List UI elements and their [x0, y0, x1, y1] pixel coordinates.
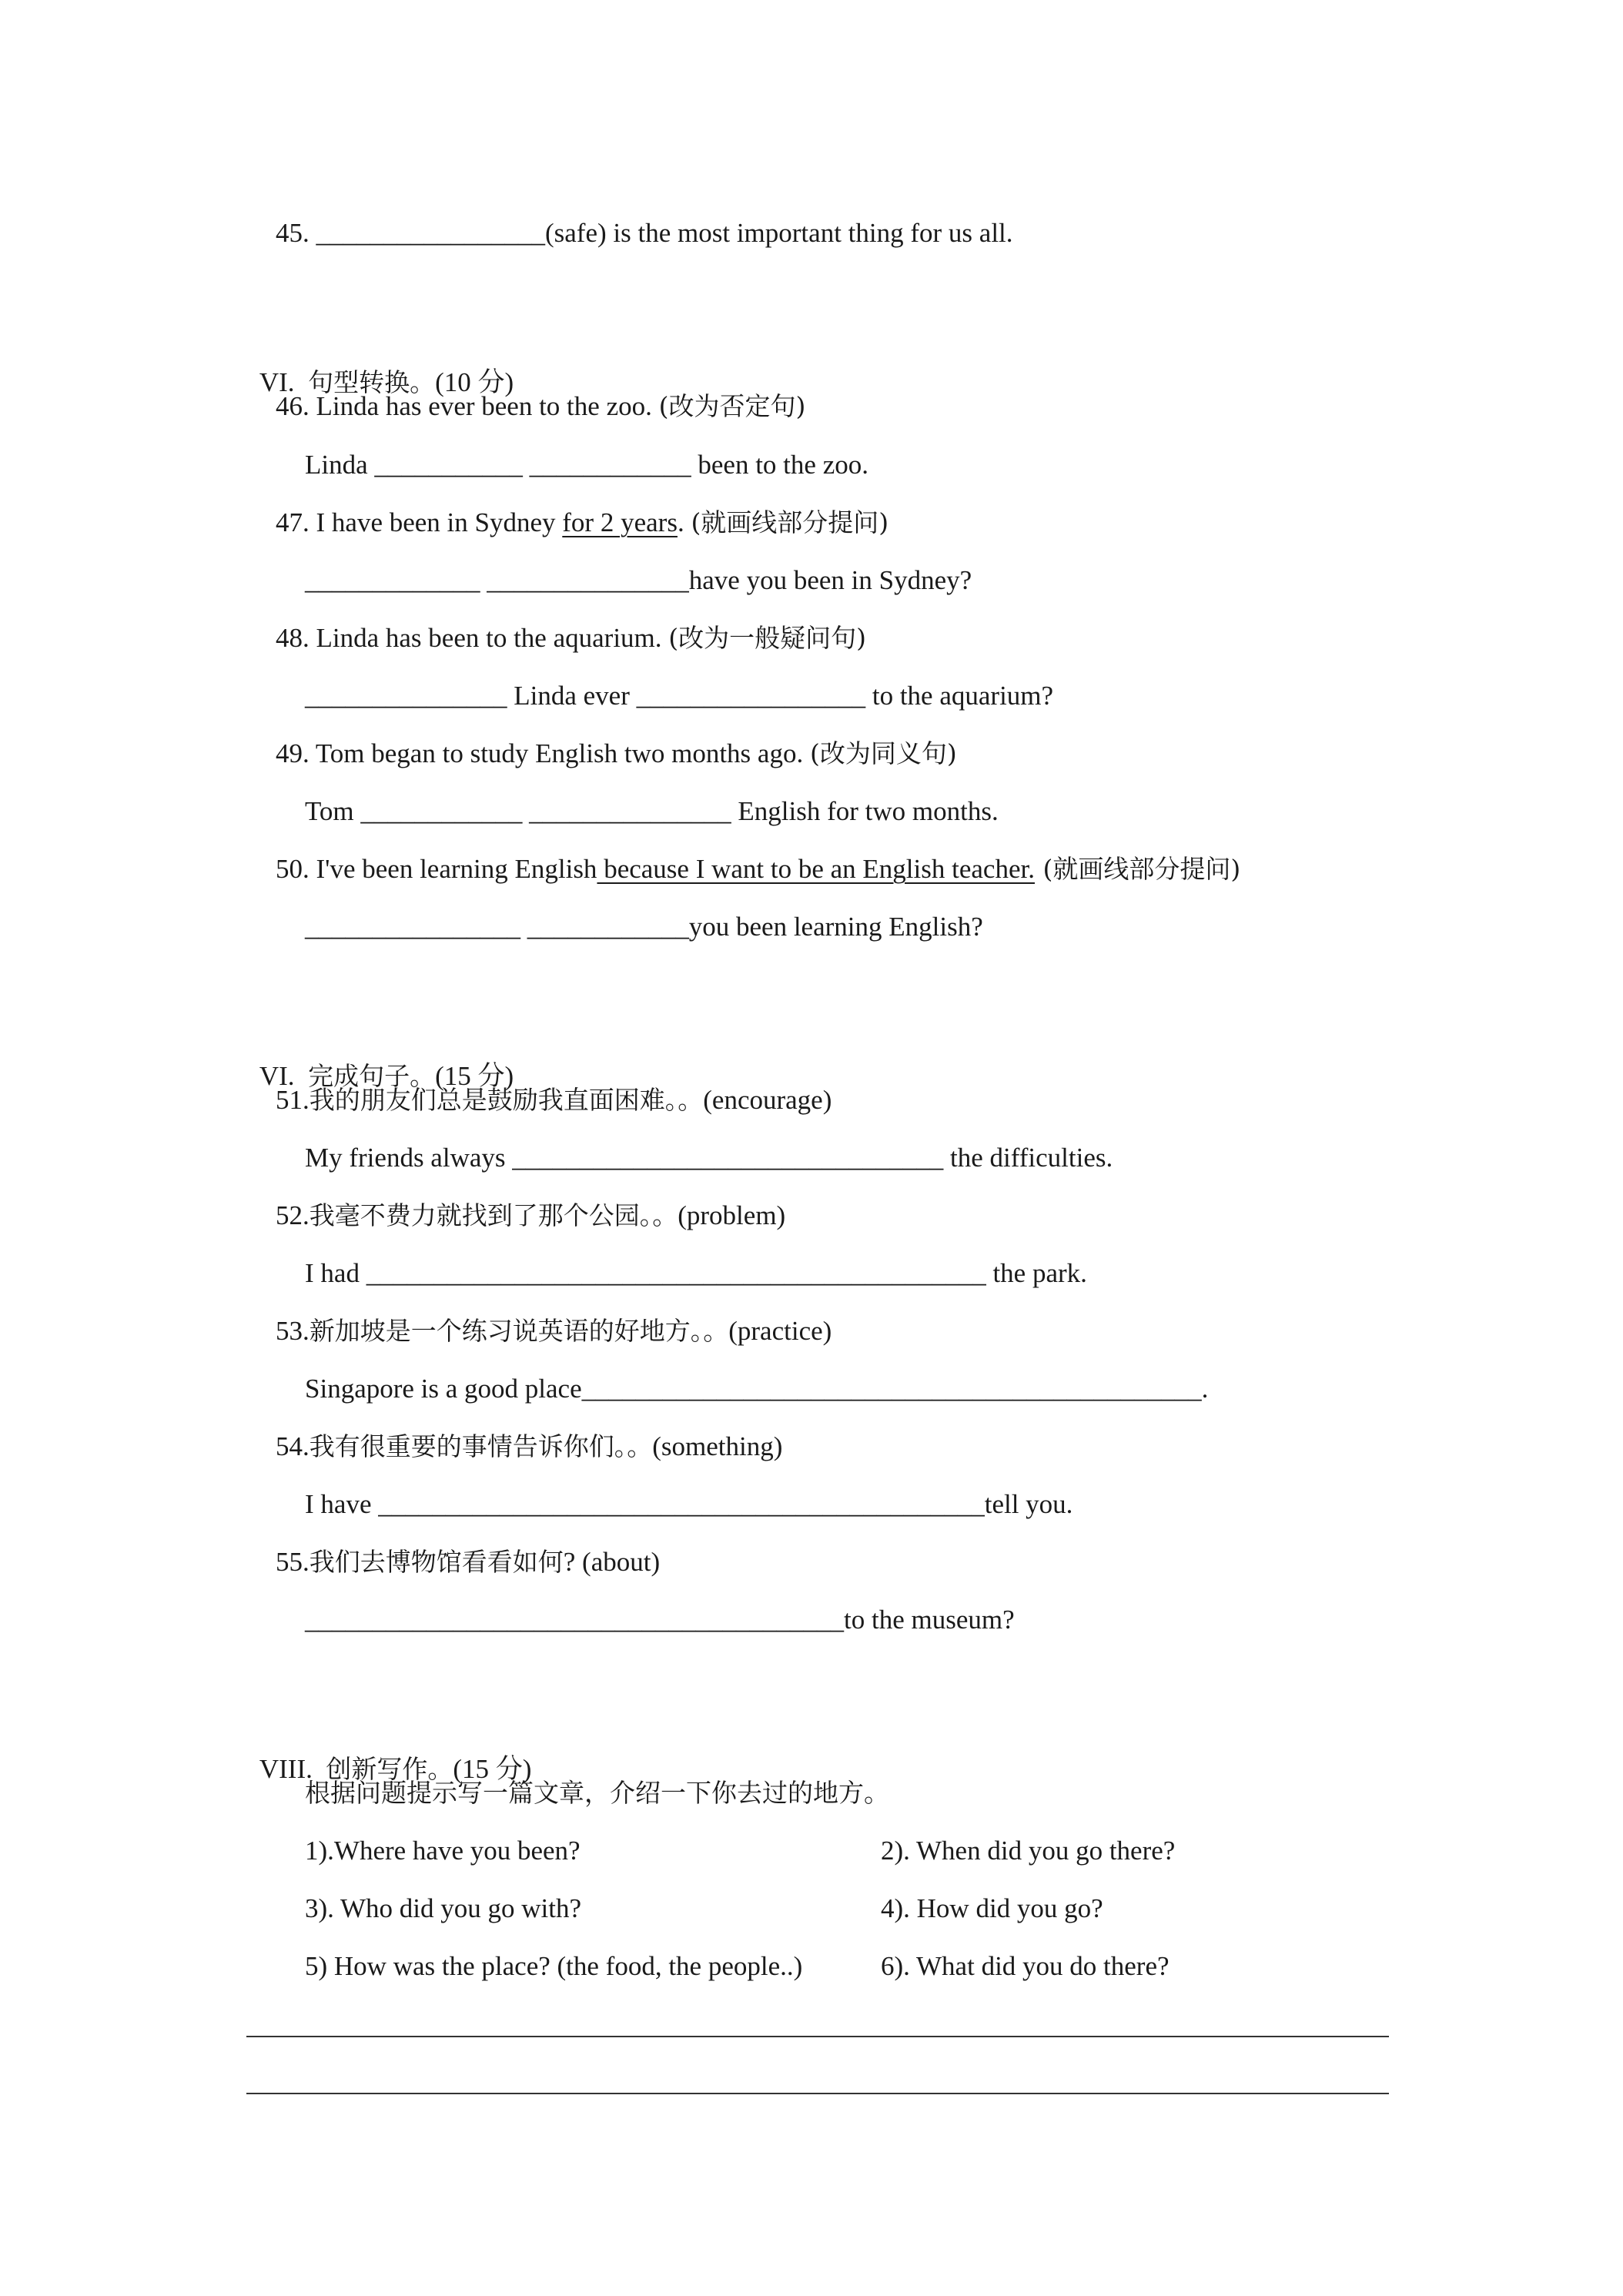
section-title: 句型转换。	[308, 367, 436, 397]
section-score: (15 分)	[453, 1754, 532, 1784]
section-number: VIII.	[259, 1754, 313, 1784]
answer-52: I had ______________________________________________ the park.	[305, 1258, 1087, 1288]
writing-prompt: 1).Where have you been?	[305, 1836, 581, 1866]
writing-line	[246, 2036, 1389, 2037]
writing-instruction: 根据问题提示写一篇文章，介绍一下你去过的地方。	[305, 1778, 889, 1808]
writing-prompt: 3). Who did you go with?	[305, 1893, 582, 1923]
question-number: 54.	[276, 1431, 310, 1461]
question-hint: (就画线部分提问)	[691, 507, 889, 537]
section-score: (10 分)	[435, 367, 514, 397]
question-55	[276, 1545, 660, 1579]
question-53: 53.新加坡是一个练习说英语的好地方。。(practice)	[276, 1316, 832, 1346]
question-46	[276, 390, 805, 423]
underlined-phrase: for 2 years	[562, 507, 678, 537]
answer-48: _______________ Linda ever _________________ to the aquarium?	[305, 681, 1054, 711]
underlined-phrase: because I want to be an English teacher.	[597, 854, 1035, 884]
question-49	[276, 737, 957, 771]
writing-line	[246, 2093, 1389, 2094]
question-47	[276, 506, 888, 540]
question-hint: (改为否定句)	[658, 391, 806, 421]
section-score: (15 分)	[435, 1061, 514, 1091]
chinese-sentence: 我的朋友们总是鼓励我直面困难。	[309, 1085, 678, 1115]
question-51: 51.我的朋友们总是鼓励我直面困难。。(encourage)	[276, 1085, 832, 1115]
answer-54: I have _____________________________________________tell you.	[305, 1489, 1073, 1519]
question-text: 50. I've been learning English	[276, 854, 597, 884]
answer-47: _____________ _______________have you been in Sydney?	[305, 565, 972, 595]
question-number: 55.	[276, 1547, 310, 1577]
section-number: VI.	[259, 1061, 295, 1091]
chinese-sentence: 我们去博物馆看看如何	[309, 1547, 564, 1577]
writing-prompt: 2). When did you go there?	[881, 1836, 1176, 1866]
chinese-sentence: 我有很重要的事情告诉你们。	[309, 1431, 627, 1461]
answer-46: Linda ___________ ____________ been to the zoo.	[305, 450, 868, 480]
keyword: ? (about)	[563, 1547, 661, 1577]
section-title: 完成句子。	[308, 1061, 436, 1091]
question-text: 49. Tom began to study English two months ago.	[276, 738, 810, 768]
answer-55: ________________________________________to the museum?	[305, 1605, 1015, 1635]
question-text: 47. I have been in Sydney	[276, 507, 563, 537]
answer-49: Tom ____________ _______________ English for two months.	[305, 796, 999, 826]
chinese-sentence: 我毫不费力就找到了那个公园。	[309, 1200, 653, 1230]
writing-prompt: 6). What did you do there?	[881, 1951, 1170, 1981]
question-number: 51.	[276, 1085, 310, 1115]
writing-prompt: 5) How was the place? (the food, the people..)	[305, 1951, 803, 1981]
question-text: 48. Linda has been to the aquarium.	[276, 623, 669, 653]
question-hint: (就画线部分提问)	[1034, 854, 1241, 884]
question-50	[276, 852, 1240, 886]
question-45: 45. _________________(safe) is the most important thing for us all.	[276, 218, 1013, 248]
chinese-sentence: 新加坡是一个练习说英语的好地方。	[309, 1316, 704, 1346]
keyword: (encourage)	[703, 1085, 832, 1115]
writing-prompt: 4). How did you go?	[881, 1893, 1103, 1923]
question-number: 53.	[276, 1316, 310, 1346]
question-hint: (改为同义句)	[809, 738, 957, 768]
answer-50: ________________ ____________you been learning English?	[305, 912, 983, 942]
question-52: 52.我毫不费力就找到了那个公园。。(problem)	[276, 1200, 786, 1230]
keyword: (practice)	[728, 1316, 832, 1346]
section-number: VI.	[259, 367, 295, 397]
keyword: (something)	[652, 1431, 783, 1461]
question-number: 52.	[276, 1200, 310, 1230]
section-title: 创新写作。	[326, 1754, 453, 1784]
question-text-end: .	[677, 507, 691, 537]
question-text: 46. Linda has ever been to the zoo.	[276, 391, 659, 421]
question-48	[276, 621, 866, 655]
keyword: (problem)	[678, 1200, 786, 1230]
answer-51: My friends always ________________________________ the difficulties.	[305, 1143, 1113, 1173]
question-hint: (改为一般疑问句)	[668, 623, 867, 653]
question-54: 54.我有很重要的事情告诉你们。。(something)	[276, 1431, 783, 1461]
answer-53: Singapore is a good place______________________________________________.	[305, 1374, 1209, 1404]
